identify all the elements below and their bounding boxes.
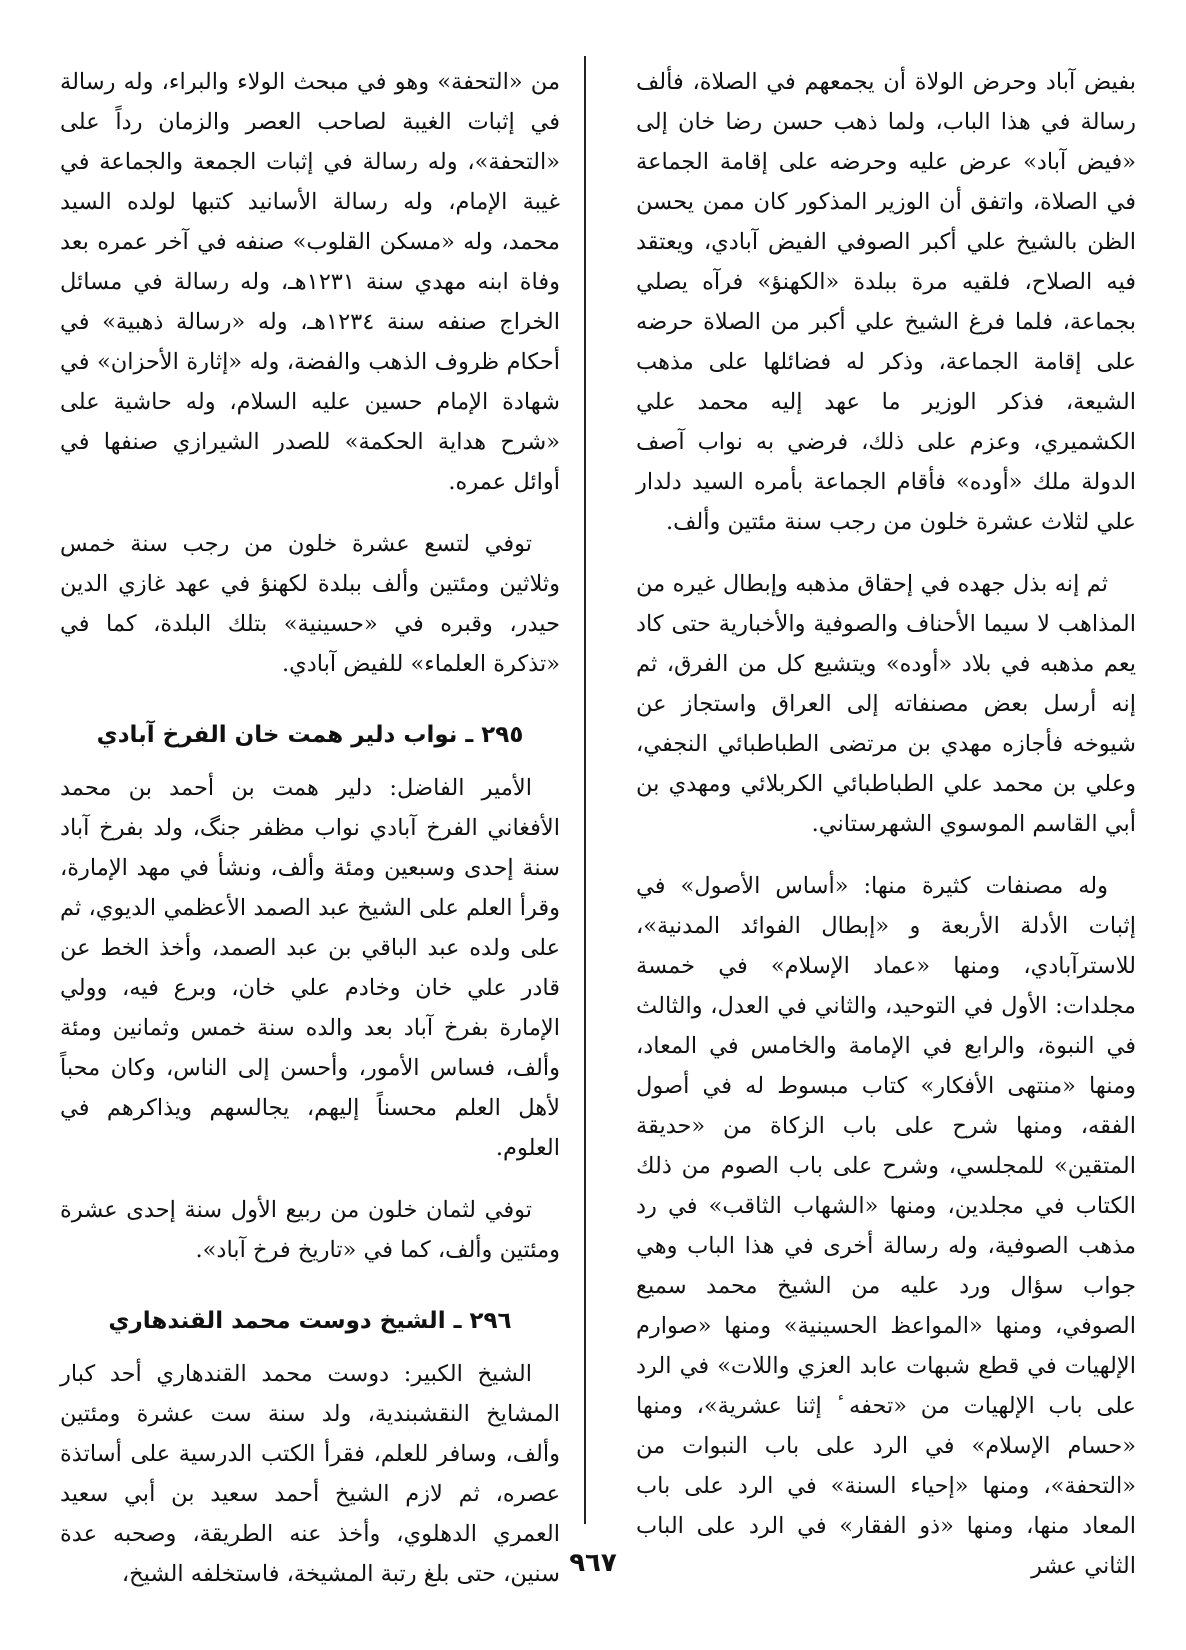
paragraph: الشيخ الكبير: دوست محمد القندهاري أحد كبار المشايخ النقشبندية، ولد سنة ست عشرة ومئتين وألف، وسافر للعلم، فقرأ الكتب الدرسية على أساتذة عصره، ثم لازم الشيخ أحمد سعيد بن أبي سعيد العمري الدهلوي، وأخذ عنه الطريقة، وصحبه عدة سنين، حتى بلغ رتبة المشيخة، فاستخلفه الشيخ، <box>60 1361 560 1587</box>
entry-heading-295: ٢٩٥ ـ نواب دلير همت خان الفرخ آبادي <box>96 722 524 748</box>
paragraph: توفي لتسع عشرة خلون من رجب سنة خمس وثلاثين ومئتين وألف ببلدة لكهنؤ في عهد غازي الدين حيدر، وقبره في «حسينية» بتلك البلدة، كما في «تذكرة العلماء» للفيض آبادي. <box>60 531 560 677</box>
paragraph: الأمير الفاضل: دلير همت بن أحمد بن محمد الأفغاني الفرخ آبادي نواب مظفر جنگ، ولد بفرخ آباد سنة إحدى وسبعين ومئة وألف، ونشأ في مهد الإمارة، وقرأ العلم على الشيخ عبد الصمد الأعظمي الديوي، ثم على ولده عبد الباقي بن عبد الصمد، وأخذ الخط عن قادر علي خان وخادم علي خان، وبرع فيه، وولي الإمارة بفرخ آباد بعد والده سنة خمس وثمانين ومئة وألف، فساس الأمور، وأحسن إلى الناس، وكان محباً لأهل العلم محسناً إليهم، يجالسهم ويذاكرهم في العلوم. <box>60 775 560 1161</box>
entry-heading-296: ٢٩٦ ـ الشيخ دوست محمد القندهاري <box>108 1308 512 1334</box>
left-column <box>60 62 560 1594</box>
paragraph: توفي لثمان خلون من ربيع الأول سنة إحدى عشرة ومئتين وألف، كما في «تاريخ فرخ آباد». <box>60 1197 560 1263</box>
column-divider <box>584 56 586 1524</box>
page-number: ٩٦٧ <box>569 1548 617 1578</box>
paragraph: وله مصنفات كثيرة منها: «أساس الأصول» في إثبات الأدلة الأربعة و «إبطال الفوائد المدنية»، للاسترآبادي، ومنها «عماد الإسلام» في خمسة مجلدات: الأول في التوحيد، والثاني في العدل، والثالث في النبوة، والرابع في الإمامة والخامس في المعاد، ومنها «منتهى الأفكار» كتاب مبسوط له في أصول الفقه، ومنها شرح على باب الزكاة من «حديقة المتقين» للمجلسي، وشرح على باب الصوم من ذلك الكتاب في مجلدين، ومنها «الشهاب الثاقب» في رد مذهب الصوفية، وله رسالة أخرى في هذا الباب وهي جواب سؤال ورد عليه من الشيخ محمد سميع الصوفي، ومنها «المواعظ الحسينية» ومنها «صوارم الإلهيات في قطع شبهات عابد العزي واللات» في الرد على باب الإلهيات من «تحفه ٔ إثنا عشرية»، ومنها «حسام الإسلام» في الرد على باب النبوات من «التحفة»، ومنها «إحياء السنة» في الرد على باب المعاد منها، ومنها «ذو الفقار» في الرد على الباب الثاني عشر <box>636 873 1136 1579</box>
paragraph: ثم إنه بذل جهده في إحقاق مذهبه وإبطال غيره من المذاهب لا سيما الأحناف والصوفية والأخبارية حتى كاد يعم مذهبه في بلاد «أوده» ويتشيع كل من الفرق، ثم إنه أرسل بعض مصنفاته إلى العراق واستجاز عن شيوخه فأجازه مهدي بن مرتضى الطباطبائي النجفي، وعلي بن محمد علي الطباطبائي الكربلائي ومهدي بن أبي القاسم الموسوي الشهرستاني. <box>636 571 1136 837</box>
paragraph: بفيض آباد وحرض الولاة أن يجمعهم في الصلاة، فألف رسالة في هذا الباب، ولما ذهب حسن رضا خان إلى «فيض آباد» عرض عليه وحرضه على إقامة الجماعة في الصلاة، واتفق أن الوزير المذكور كان ممن يحسن الظن بالشيخ علي أكبر الصوفي الفيض آبادي، ويعتقد فيه الصلاح، فلقيه مرة ببلدة «الكهنؤ» فرآه يصلي بجماعة، فلما فرغ الشيخ علي أكبر من الصلاة حرضه على إقامة الجماعة، وذكر له فضائلها على مذهب الشيعة، فذكر الوزير ما عهد إليه محمد علي الكشميري، وعزم على ذلك، فرضي به نواب آصف الدولة ملك «أوده» فأقام الجماعة بأمره السيد دلدار علي لثلاث عشرة خلون من رجب سنة مئتين وألف. <box>636 69 1136 535</box>
paragraph: من «التحفة» وهو في مبحث الولاء والبراء، وله رسالة في إثبات الغيبة لصاحب العصر والزمان رداً على «التحفة»، وله رسالة في إثبات الجمعة والجماعة في غيبة الإمام، وله رسالة الأسانيد كتبها لولده السيد محمد، وله «مسكن القلوب» صنفه في آخر عمره بعد وفاة ابنه مهدي سنة ١٢٣١هـ، وله رسالة في مسائل الخراج صنفه سنة ١٢٣٤هـ، وله «رسالة ذهبية» في أحكام ظروف الذهب والفضة، وله «إثارة الأحزان» في شهادة الإمام حسين عليه السلام، وله حاشية على «شرح هداية الحكمة» للصدر الشيرازي صنفها في أوائل عمره. <box>60 69 561 495</box>
right-column <box>636 62 1136 1586</box>
